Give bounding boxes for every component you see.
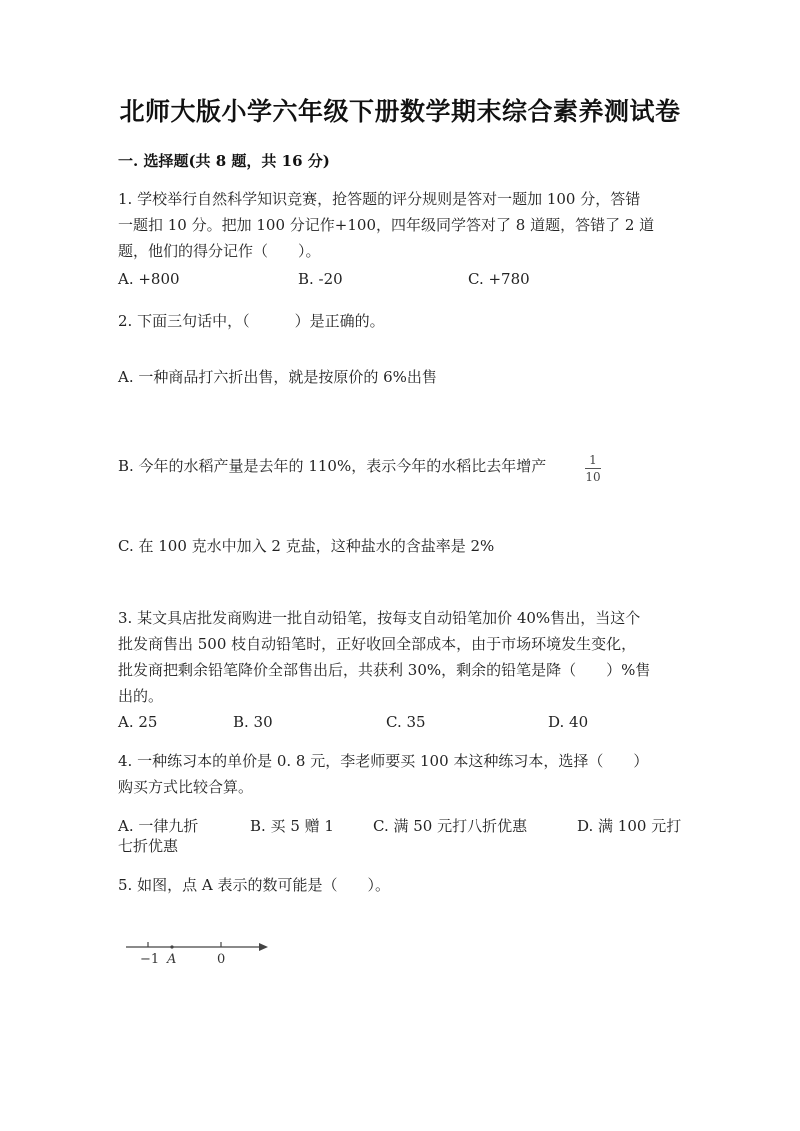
- question-4-option-b: B. 买 5 赠 1: [250, 817, 334, 835]
- number-line-figure: [120, 935, 280, 975]
- question-2-stem: 2. 下面三句话中，（ ）是正确的。: [118, 312, 385, 330]
- question-4-option-d-wrap: 七折优惠: [118, 837, 179, 855]
- question-1-option-a: A. +800: [118, 270, 180, 288]
- number-line-arrow-icon: [259, 943, 268, 951]
- question-1-line: 题，他们的得分记作（ ）。: [118, 242, 321, 260]
- question-3-line: 3. 某文具店批发商购进一批自动铅笔，按每支自动铅笔加价 40%售出，当这个: [118, 609, 641, 627]
- question-3-line: 批发商售出 500 枝自动铅笔时，正好收回全部成本，由于市场环境发生变化，: [118, 635, 637, 653]
- question-3-option-a: A. 25: [118, 713, 158, 731]
- question-3-line: 出的。: [118, 687, 164, 705]
- question-4: [118, 748, 683, 800]
- question-4-line: 4. 一种练习本的单价是 0. 8 元，李老师要买 100 本这种练习本，选择（ ）: [118, 752, 649, 770]
- question-3: [118, 605, 683, 709]
- label-point-a: A: [167, 952, 177, 967]
- question-1-line: 1. 学校举行自然科学知识竞赛，抢答题的评分规则是答对一题加 100 分，答错: [118, 190, 641, 208]
- fraction-numerator: 1: [589, 453, 597, 467]
- question-1-option-b: B. -20: [298, 270, 343, 288]
- page-title: 北师大版小学六年级下册数学期末综合素养测试卷: [119, 97, 681, 126]
- question-1: [118, 186, 683, 264]
- point-a-dot: [170, 945, 173, 948]
- fraction-bar: [585, 468, 601, 469]
- question-4-option-d: D. 满 100 元打: [577, 817, 682, 835]
- question-4-option-c: C. 满 50 元打八折优惠: [373, 817, 528, 835]
- question-4-line: 购买方式比较合算。: [118, 778, 254, 796]
- fraction-one-tenth: [583, 453, 603, 484]
- label-zero: 0: [217, 952, 226, 967]
- question-2-option-c: C. 在 100 克水中加入 2 克盐，这种盐水的含盐率是 2%: [118, 537, 495, 555]
- question-2-option-b: B. 今年的水稻产量是去年的 110%，表示今年的水稻比去年增产: [118, 457, 547, 475]
- question-3-option-d: D. 40: [548, 713, 589, 731]
- question-3-option-c: C. 35: [386, 713, 426, 731]
- question-1-option-c: C. +780: [468, 270, 530, 288]
- fraction-denominator: 10: [585, 470, 601, 484]
- question-2-option-a: A. 一种商品打六折出售，就是按原价的 6%出售: [118, 368, 437, 386]
- question-3-line: 批发商把剩余铅笔降价全部售出后，共获利 30%，剩余的铅笔是降（ ）%售: [118, 661, 651, 679]
- question-1-line: 一题扣 10 分。把加 100 分记作+100，四年级同学答对了 8 道题，答错了 2 道: [118, 216, 655, 234]
- question-3-option-b: B. 30: [233, 713, 273, 731]
- question-4-option-a: A. 一律九折: [118, 817, 199, 835]
- label-minus-one: −1: [140, 952, 160, 967]
- question-5-stem: 5. 如图，点 A 表示的数可能是（ ）。: [118, 876, 390, 894]
- section-heading: 一. 选择题(共 8 题，共 16 分): [118, 152, 330, 170]
